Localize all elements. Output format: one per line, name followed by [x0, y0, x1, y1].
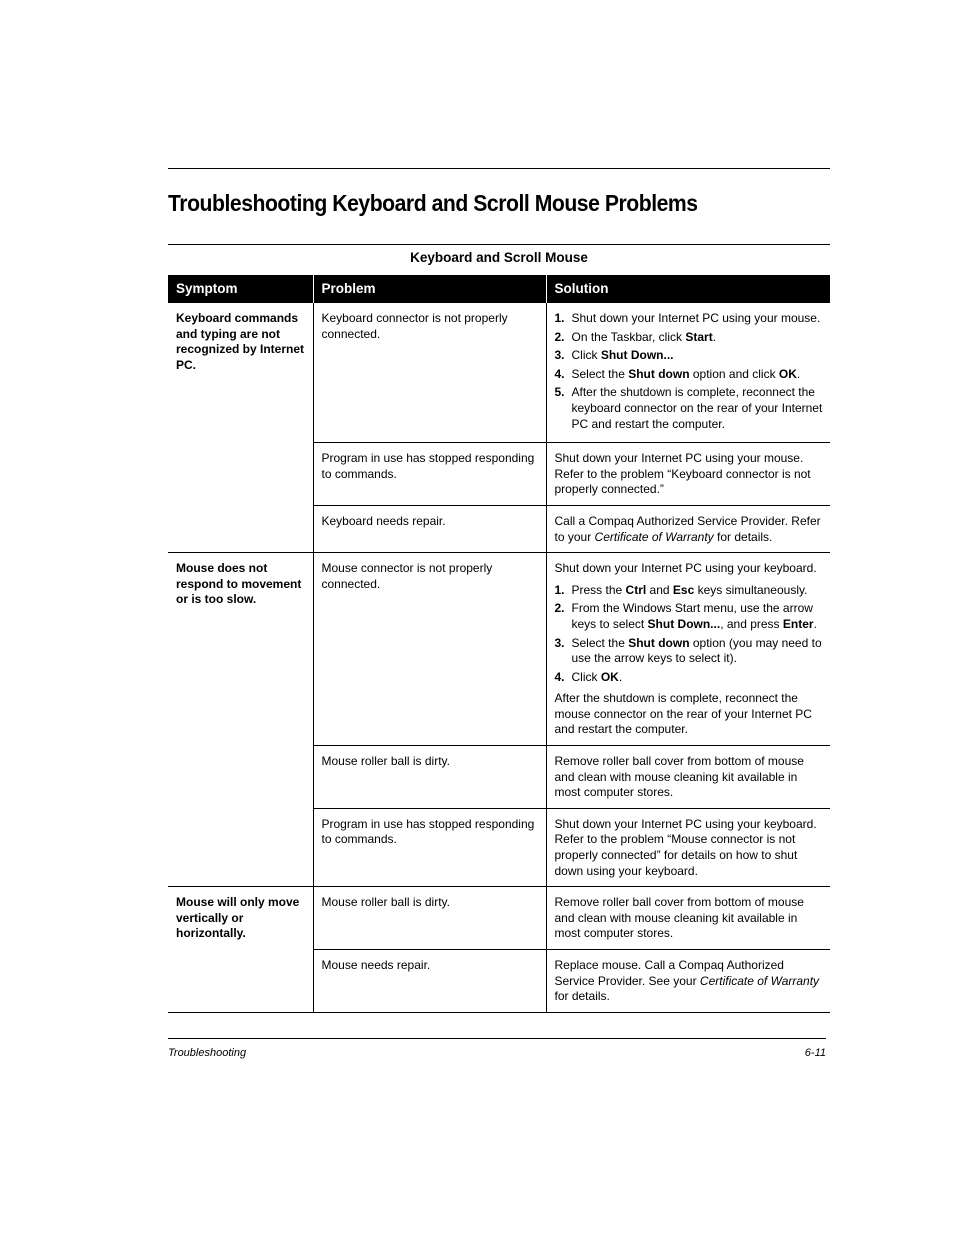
solution-step	[555, 583, 824, 599]
step-text: , and press	[720, 616, 783, 631]
step-text: option (you may need to use the arrow keys to select it).	[571, 635, 822, 666]
solution-text: Call a Compaq Authorized Service Provider. Refer to your	[554, 513, 821, 544]
step-text: After the shutdown is complete, reconnect the keyboard connector on the rear of your Internet PC and restart the computer.	[571, 385, 823, 431]
table-caption: Keyboard and Scroll Mouse	[168, 244, 830, 269]
step-number: 4.	[554, 366, 565, 381]
step-text: .	[813, 616, 817, 631]
ui-term: Ctrl	[625, 582, 647, 597]
solution-intro: Shut down your Internet PC using your keyboard.	[554, 561, 817, 576]
step-text: On the Taskbar, click	[571, 329, 686, 344]
step-number: 2.	[554, 329, 565, 344]
step-text: Select the	[571, 635, 629, 650]
header-problem: Problem	[313, 275, 546, 303]
solution-step	[555, 311, 824, 327]
solution-cell	[546, 505, 830, 552]
solution-step	[555, 385, 824, 432]
table-row	[168, 303, 830, 443]
step-text: .	[618, 669, 623, 684]
solution-cell	[546, 950, 830, 1013]
step-text: Press the	[571, 582, 626, 597]
troubleshooting-table	[168, 275, 830, 1013]
ui-term: Shut down	[628, 366, 690, 381]
solution-step	[555, 348, 824, 364]
step-number: 4.	[554, 669, 565, 684]
ui-term: Shut Down...	[647, 616, 721, 631]
troubleshooting-table-section	[168, 244, 830, 1013]
solution-text: for details.	[713, 529, 773, 544]
solution-outro: After the shutdown is complete, reconnect the mouse connector on the rear of your Internet PC and restart the computer.	[554, 691, 812, 737]
header-symptom: Symptom	[168, 275, 313, 303]
problem-cell: Program in use has stopped responding to commands.	[313, 443, 546, 506]
solution-step	[555, 601, 824, 632]
solution-step	[555, 367, 824, 383]
warranty-reference: Certificate of Warranty	[699, 973, 820, 988]
ui-term: OK	[600, 669, 619, 684]
warranty-reference: Certificate of Warranty	[594, 529, 714, 544]
step-number: 3.	[554, 635, 565, 650]
solution-step	[555, 670, 824, 686]
footer-rule	[168, 1038, 826, 1039]
step-number: 3.	[554, 348, 565, 363]
problem-cell: Keyboard connector is not properly connected.	[313, 303, 546, 443]
solution-cell	[546, 553, 830, 746]
step-number: 2.	[554, 601, 565, 616]
step-number: 5.	[554, 385, 565, 400]
ui-term: Esc	[672, 582, 695, 597]
symptom-cell: Keyboard commands and typing are not recognized by Internet PC.	[176, 311, 305, 372]
step-text: option and click	[689, 366, 779, 381]
step-text: keys simultaneously.	[694, 582, 808, 597]
solution-cell: Remove roller ball cover from bottom of mouse and clean with mouse cleaning kit available in most computer stores.	[546, 746, 830, 809]
solution-step	[555, 636, 824, 667]
step-text: .	[796, 366, 801, 381]
top-rule	[168, 168, 830, 169]
step-text: From the Windows Start menu, use the arrow keys to select	[571, 601, 813, 631]
solution-step	[555, 330, 824, 346]
step-text: .	[712, 329, 717, 344]
footer-section-name: Troubleshooting	[168, 1047, 247, 1059]
solution-cell	[546, 303, 830, 443]
ui-term: Shut down	[628, 635, 690, 650]
step-text: and	[646, 582, 673, 597]
ui-term: OK	[778, 366, 797, 381]
footer-page-number: 6-11	[804, 1047, 826, 1059]
table-header-row	[168, 275, 830, 303]
problem-cell: Mouse roller ball is dirty.	[313, 887, 546, 950]
problem-cell: Keyboard needs repair.	[313, 505, 546, 552]
problem-cell: Mouse roller ball is dirty.	[313, 746, 546, 809]
solution-text: Replace mouse. Call a Compaq Authorized Service Provider. See your	[554, 958, 784, 988]
step-number: 1.	[554, 311, 565, 325]
problem-cell: Mouse connector is not properly connected.	[313, 553, 546, 746]
solution-cell: Remove roller ball cover from bottom of mouse and clean with mouse cleaning kit available in most computer stores.	[546, 887, 830, 950]
solution-text: for details.	[554, 989, 610, 1004]
page-title: Troubleshooting Keyboard and Scroll Mouse Problems	[168, 190, 698, 216]
problem-cell: Mouse needs repair.	[313, 950, 546, 1013]
step-text: Click	[571, 348, 601, 363]
problem-cell: Program in use has stopped responding to commands.	[313, 808, 546, 886]
symptom-cell: Mouse will only move vertically or horizontally.	[168, 887, 313, 1013]
solution-steps	[555, 311, 824, 432]
step-text: Click	[571, 669, 601, 684]
step-number: 1.	[554, 582, 565, 597]
symptom-cell: Mouse does not respond to movement or is too slow.	[168, 553, 313, 887]
ui-term: Start	[685, 329, 713, 344]
solution-steps	[555, 583, 824, 686]
ui-term: Enter	[782, 616, 814, 631]
table-row	[168, 887, 830, 950]
solution-cell: Shut down your Internet PC using your mouse. Refer to the problem “Keyboard connector is not properly connected.”	[546, 443, 830, 506]
table-row	[168, 553, 830, 746]
step-text: Shut down your Internet PC using your mouse.	[571, 311, 821, 325]
ui-term: Shut Down...	[600, 348, 674, 363]
step-text: Select the	[571, 366, 629, 381]
solution-cell: Shut down your Internet PC using your keyboard. Refer to the problem “Mouse connector is not properly connected” for details on how to shut down using your keyboard.	[546, 808, 830, 886]
header-solution: Solution	[546, 275, 830, 303]
